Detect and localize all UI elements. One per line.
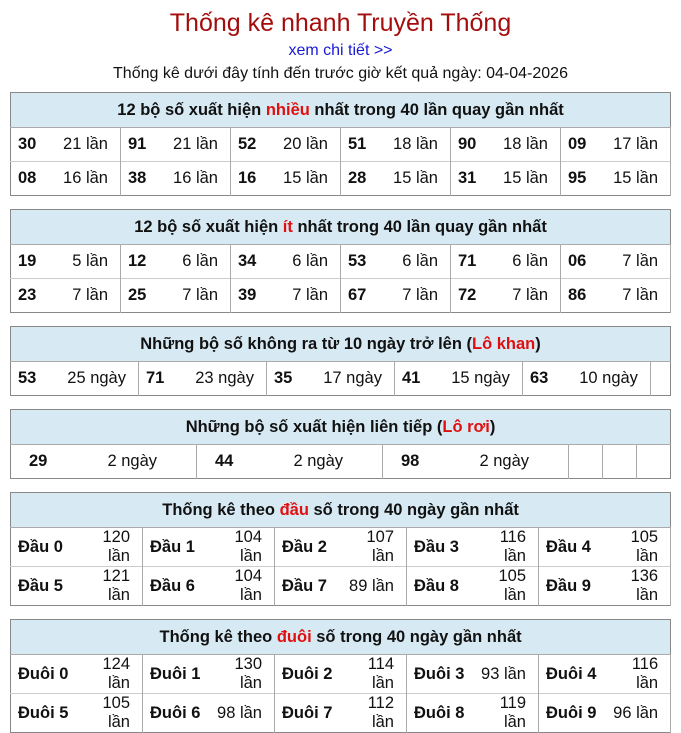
- count-cell: 15 lần: [601, 162, 671, 196]
- count-cell: 105 lần: [607, 528, 671, 567]
- heading-text: Những bộ số không ra từ 10 ngày trở lên (: [140, 334, 472, 353]
- heading-text: ): [489, 417, 496, 436]
- number-cell: Đuôi 4: [539, 655, 607, 694]
- number-cell: 35: [266, 362, 309, 396]
- count-cell: 15 ngày: [438, 362, 523, 396]
- count-cell: 120 lần: [79, 528, 143, 567]
- number-cell: Đầu 5: [11, 567, 79, 606]
- table-heading: [11, 210, 671, 245]
- count-cell: 105 lần: [475, 567, 539, 606]
- count-cell: 107 lần: [343, 528, 407, 567]
- number-cell: 39: [231, 279, 271, 313]
- number-cell: 29: [11, 445, 81, 479]
- count-cell: 20 lần: [271, 128, 341, 162]
- table-roi: [10, 409, 671, 479]
- count-cell: 130 lần: [211, 655, 275, 694]
- number-cell: Đầu 6: [143, 567, 211, 606]
- table-dau: [10, 492, 671, 606]
- count-cell: 2 ngày: [267, 445, 383, 479]
- number-cell: Đầu 7: [275, 567, 343, 606]
- heading-highlight: đầu: [279, 500, 309, 519]
- table-row: [11, 528, 671, 567]
- count-cell: 98 lần: [211, 694, 275, 733]
- count-cell: 25 ngày: [54, 362, 139, 396]
- count-cell: 10 ngày: [566, 362, 651, 396]
- table-row: [11, 567, 671, 606]
- count-cell: 119 lần: [475, 694, 539, 733]
- table-heading: [11, 620, 671, 655]
- count-cell: 112 lần: [343, 694, 407, 733]
- number-cell: 53: [341, 245, 381, 279]
- count-cell: 121 lần: [79, 567, 143, 606]
- empty-cell: [637, 445, 671, 479]
- number-cell: 71: [451, 245, 491, 279]
- number-cell: 53: [11, 362, 54, 396]
- count-cell: 17 lần: [601, 128, 671, 162]
- table-most: [10, 92, 671, 196]
- number-cell: 30: [11, 128, 51, 162]
- empty-cell: [603, 445, 637, 479]
- number-cell: 44: [197, 445, 267, 479]
- table-least: [10, 209, 671, 313]
- number-cell: Đầu 3: [407, 528, 475, 567]
- number-cell: 16: [231, 162, 271, 196]
- count-cell: 124 lần: [79, 655, 143, 694]
- count-cell: 7 lần: [381, 279, 451, 313]
- count-cell: 104 lần: [211, 528, 275, 567]
- page-header: [0, 0, 681, 86]
- count-cell: 15 lần: [381, 162, 451, 196]
- count-cell: 116 lần: [475, 528, 539, 567]
- number-cell: 67: [341, 279, 381, 313]
- number-cell: Đầu 1: [143, 528, 211, 567]
- number-cell: 90: [451, 128, 491, 162]
- number-cell: 51: [341, 128, 381, 162]
- heading-text: ): [535, 334, 541, 353]
- table-heading: [11, 327, 671, 362]
- heading-highlight: đuôi: [276, 627, 312, 646]
- count-cell: 15 lần: [491, 162, 561, 196]
- number-cell: Đuôi 1: [143, 655, 211, 694]
- view-details-link[interactable]: xem chi tiết >>: [288, 42, 393, 59]
- number-cell: 41: [394, 362, 437, 396]
- number-cell: 63: [522, 362, 565, 396]
- number-cell: Đầu 9: [539, 567, 607, 606]
- count-cell: 6 lần: [491, 245, 561, 279]
- number-cell: 86: [561, 279, 601, 313]
- number-cell: 38: [121, 162, 161, 196]
- number-cell: 08: [11, 162, 51, 196]
- heading-highlight: Lô rơi: [442, 417, 490, 436]
- page-subtitle: Thống kê dưới đây tính đến trước giờ kết quả ngày: 04-04-2026: [113, 65, 568, 82]
- heading-text: nhất trong 40 lần quay gần nhất: [292, 217, 547, 236]
- table-row: [11, 245, 671, 279]
- stats-tables: [0, 92, 681, 733]
- heading-text: 12 bộ số xuất hiện: [134, 217, 283, 236]
- number-cell: Đuôi 2: [275, 655, 343, 694]
- count-cell: 15 lần: [271, 162, 341, 196]
- count-cell: 7 lần: [601, 279, 671, 313]
- count-cell: 18 lần: [381, 128, 451, 162]
- number-cell: Đầu 2: [275, 528, 343, 567]
- table-khan: [10, 326, 671, 396]
- count-cell: 114 lần: [343, 655, 407, 694]
- heading-text: Thống kê theo: [162, 500, 280, 519]
- number-cell: 98: [383, 445, 453, 479]
- number-cell: Đuôi 6: [143, 694, 211, 733]
- number-cell: 06: [561, 245, 601, 279]
- count-cell: 136 lần: [607, 567, 671, 606]
- number-cell: 34: [231, 245, 271, 279]
- heading-text: nhất trong 40 lần quay gần nhất: [309, 100, 564, 119]
- table-row: [11, 362, 671, 396]
- table-heading: [11, 493, 671, 528]
- count-cell: 7 lần: [161, 279, 231, 313]
- count-cell: 7 lần: [271, 279, 341, 313]
- count-cell: 5 lần: [51, 245, 121, 279]
- number-cell: Đuôi 0: [11, 655, 79, 694]
- number-cell: 28: [341, 162, 381, 196]
- number-cell: Đầu 0: [11, 528, 79, 567]
- heading-highlight: nhiều: [265, 100, 310, 119]
- count-cell: 17 ngày: [310, 362, 395, 396]
- table-heading: [11, 93, 671, 128]
- table-duoi: [10, 619, 671, 733]
- number-cell: 12: [121, 245, 161, 279]
- number-cell: 91: [121, 128, 161, 162]
- heading-text: Những bộ số xuất hiện liên tiếp (: [185, 417, 443, 436]
- table-row: [11, 445, 671, 479]
- table-row: [11, 655, 671, 694]
- count-cell: 93 lần: [475, 655, 539, 694]
- number-cell: Đầu 4: [539, 528, 607, 567]
- number-cell: 25: [121, 279, 161, 313]
- count-cell: 105 lần: [79, 694, 143, 733]
- number-cell: Đuôi 3: [407, 655, 475, 694]
- count-cell: 6 lần: [271, 245, 341, 279]
- count-cell: 2 ngày: [453, 445, 569, 479]
- heading-text: Thống kê theo: [159, 627, 277, 646]
- count-cell: 7 lần: [51, 279, 121, 313]
- number-cell: 09: [561, 128, 601, 162]
- count-cell: 96 lần: [607, 694, 671, 733]
- number-cell: Đuôi 8: [407, 694, 475, 733]
- number-cell: 72: [451, 279, 491, 313]
- count-cell: 7 lần: [491, 279, 561, 313]
- heading-text: số trong 40 ngày gần nhất: [308, 500, 519, 519]
- number-cell: 23: [11, 279, 51, 313]
- count-cell: 6 lần: [161, 245, 231, 279]
- number-cell: Đầu 8: [407, 567, 475, 606]
- count-cell: 6 lần: [381, 245, 451, 279]
- table-heading: [11, 410, 671, 445]
- page-title: Thống kê nhanh Truyền Thống: [169, 9, 512, 37]
- table-row: [11, 128, 671, 162]
- number-cell: 71: [138, 362, 181, 396]
- number-cell: 19: [11, 245, 51, 279]
- count-cell: 116 lần: [607, 655, 671, 694]
- empty-cell: [569, 445, 603, 479]
- heading-text: 12 bộ số xuất hiện: [117, 100, 266, 119]
- count-cell: 16 lần: [161, 162, 231, 196]
- count-cell: 89 lần: [343, 567, 407, 606]
- number-cell: Đuôi 7: [275, 694, 343, 733]
- table-row: [11, 694, 671, 733]
- empty-cell: [650, 362, 670, 396]
- heading-highlight: Lô khan: [472, 334, 536, 353]
- count-cell: 23 ngày: [182, 362, 267, 396]
- count-cell: 21 lần: [51, 128, 121, 162]
- number-cell: 52: [231, 128, 271, 162]
- table-row: [11, 162, 671, 196]
- number-cell: 95: [561, 162, 601, 196]
- table-row: [11, 279, 671, 313]
- count-cell: 7 lần: [601, 245, 671, 279]
- heading-text: số trong 40 ngày gần nhất: [311, 627, 522, 646]
- number-cell: 31: [451, 162, 491, 196]
- heading-highlight: ít: [282, 217, 293, 236]
- count-cell: 21 lần: [161, 128, 231, 162]
- count-cell: 104 lần: [211, 567, 275, 606]
- count-cell: 2 ngày: [81, 445, 197, 479]
- number-cell: Đuôi 5: [11, 694, 79, 733]
- count-cell: 16 lần: [51, 162, 121, 196]
- number-cell: Đuôi 9: [539, 694, 607, 733]
- count-cell: 18 lần: [491, 128, 561, 162]
